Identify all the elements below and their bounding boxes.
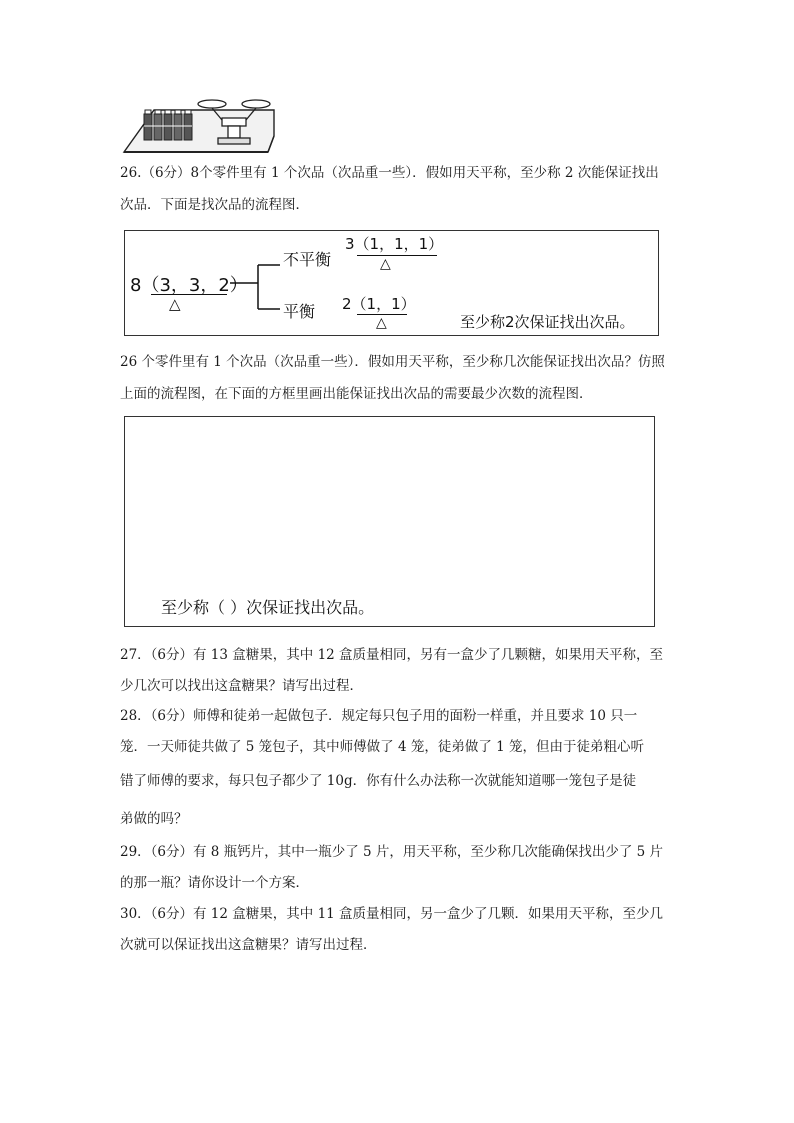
q28-text-line-1: 28．（6分）师傅和徒弟一起做包子．规定每只包子用的面粉一样重，并且要求 10 只一 [120,708,638,724]
q27-text-line-1: 27．（6分）有 13 盒糖果，其中 12 盒质量相同，另有一盒少了几颗糖，如果用天平称，至 [120,647,664,663]
flowchart-unbalanced-next: 3（1，1，1） [345,235,444,253]
flowchart-root-fulcrum: △ [169,295,181,313]
flowchart-branch-connector [230,261,285,321]
q28-text-line-3: 错了师傅的要求，每只包子都少了 10g．你有什么办法称一次就能知道哪一笼包子是徒 [120,773,637,789]
q27-text-line-2: 少几次可以找出这盒糖果？请写出过程． [120,678,363,694]
bottle-icon [144,110,192,140]
flowchart-root-underline [151,294,227,295]
q28-text-line-2: 笼．一天师徒共做了 5 笼包子，其中师傅做了 4 笼，徒弟做了 1 笼，但由于徒弟粗心听 [120,739,645,755]
flowchart-unbalanced-fulcrum: △ [380,256,391,272]
example-flowchart-box [124,230,659,336]
flowchart-conclusion: 至少称2次保证找出次品。 [460,313,635,331]
q28-text-line-4: 弟做的吗？ [120,811,188,827]
q26-text-line-1: 26.（6分）8个零件里有 1 个次品（次品重一些）．假如用天平称，至少称 2 次能保证找出 [120,165,659,181]
flowchart-unbalanced-underline [357,255,437,256]
balance-scale-illustration [118,96,278,158]
q26-text-line-3: 26 个零件里有 1 个次品（次品重一些）．假如用天平称，至少称几次能保证找出次品？仿照 [120,354,665,370]
q30-text-line-2: 次就可以保证找出这盒糖果？请写出过程． [120,937,377,953]
flowchart-balanced-fulcrum: △ [376,315,387,331]
q29-text-line-2: 的那一瓶？请你设计一个方案． [120,875,309,891]
flowchart-balanced-next: 2（1，1） [342,295,416,313]
flowchart-unbalanced-label: 不平衡 [283,250,332,269]
q26-text-line-4: 上面的流程图，在下面的方框里画出能保证找出次品的需要最少次数的流程图． [120,386,593,402]
answer-flowchart-box[interactable] [124,416,655,627]
q29-text-line-1: 29．（6分）有 8 瓶钙片，其中一瓶少了 5 片，用天平称，至少称几次能确保找出少了 5 片 [120,844,664,860]
flowchart-root-label: 8（3，3，2） [130,275,248,296]
q26-text-line-2: 次品．下面是找次品的流程图． [120,197,309,213]
answer-box-conclusion: 至少称（ ）次保证找出次品。 [161,598,375,617]
flowchart-balanced-label: 平衡 [283,302,316,321]
q30-text-line-1: 30．（6分）有 12 盒糖果，其中 11 盒质量相同，另一盒少了几颗．如果用天平称，至少几 [120,906,664,922]
